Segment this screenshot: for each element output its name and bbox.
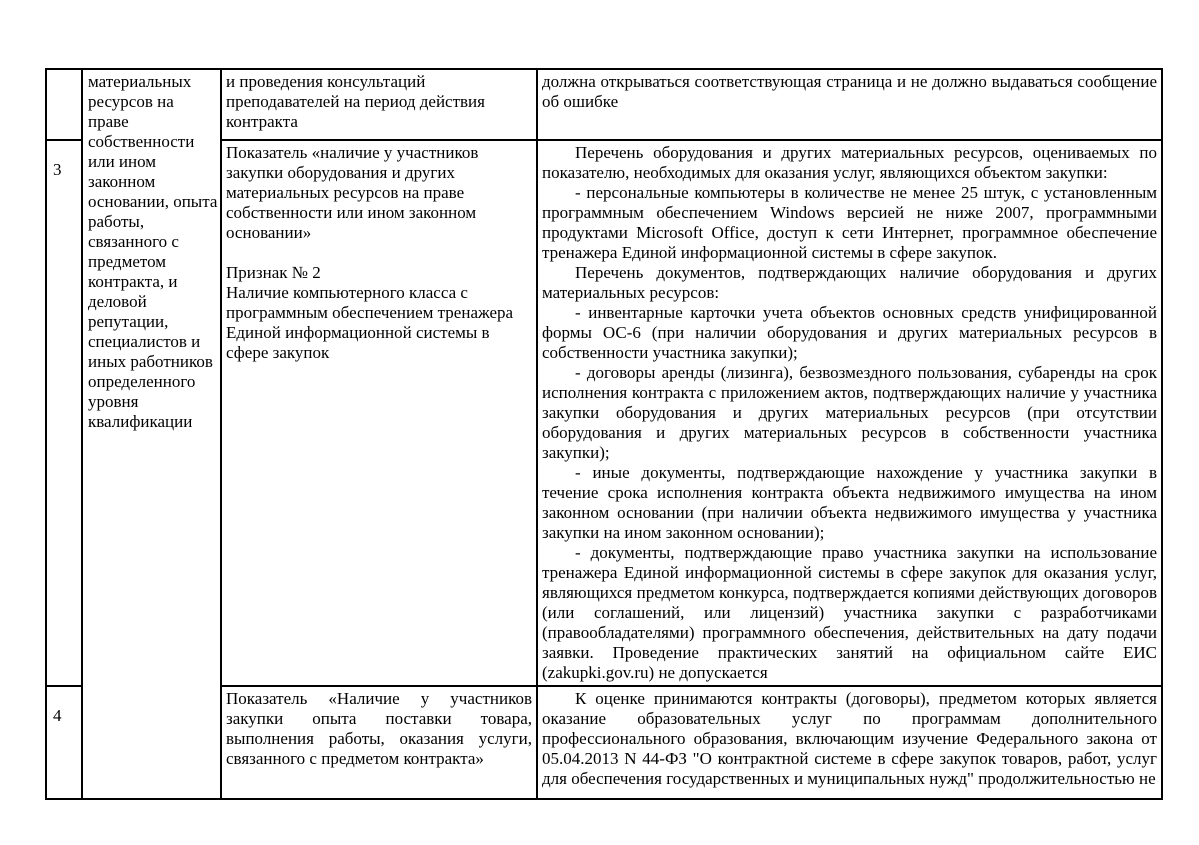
indicator-title: Показатель «наличие у участников закупки оборудования и других материальных ресурсов на праве собственности или ином законном основании» xyxy=(226,143,479,242)
details-paragraph: - персональные компьютеры в количестве не менее 25 штук, с установленным программным обеспечением Windows версией не ниже 2007, программными продуктами Microsoft Office, доступ к сети Интернет, программное обеспечение тренажера Единой информационной системы в сфере закупок. xyxy=(542,183,1157,262)
indicator-title: Показатель «Наличие у участников закупки опыта поставки товара, выполнения работы, оказания услуги, связанного с предметом контракта» xyxy=(226,689,532,768)
details-paragraph: - иные документы, подтверждающие нахождение у участника закупки в течение срока исполнения контракта объекта недвижимого имущества на ином законном основании (при наличии объекта недвижимого имущества у участника закупки на ином законном основании); xyxy=(542,463,1157,542)
row-number-cell-3 xyxy=(46,140,82,686)
table-row-continuation xyxy=(46,69,1162,140)
indicator-cell-row4 xyxy=(221,686,537,799)
details-cell-continuation xyxy=(537,69,1162,140)
details-paragraph: - инвентарные карточки учета объектов основных средств унифицированной формы ОС-6 (при наличии оборудования и других материальных ресурсов в собственности участника закупки); xyxy=(542,303,1157,362)
sign-description: Наличие компьютерного класса с программным обеспечением тренажера Единой информационной системы в сфере закупок xyxy=(226,283,514,362)
row-number-cell-4 xyxy=(46,686,82,799)
row-number-cell-empty xyxy=(46,69,82,140)
details-continuation-text: должна открываться соответствующая страница и не должно выдаваться сообщение об ошибке xyxy=(542,72,1157,111)
details-paragraph: - документы, подтверждающие право участника закупки на использование тренажера Единой информационной системы в сфере закупок для оказания услуг, являющихся предметом конкурса, подтверждается копиями действующих договоров (или соглашений, или лицензий) участника закупки с разработчиками (правообладателями) программного обеспечения, действительных на дату подачи заявки. Проведение практических занятий на официальном сайте ЕИС (zakupki.gov.ru) не допускается xyxy=(542,543,1157,682)
details-paragraph: К оценке принимаются контракты (договоры), предметом которых является оказание образовательных услуг по программам дополнительного профессионального образования, включающим изучение Федерального закона от 05.04.2013 N 44-ФЗ "О контрактной системе в сфере закупок товаров, работ, услуг для обеспечения государственных и муниципальных нужд" продолжительностью не xyxy=(542,689,1157,788)
details-cell-row4 xyxy=(537,686,1162,799)
evaluation-criteria-table xyxy=(45,68,1163,800)
criteria-text: материальных ресурсов на праве собственности или ином законном основании, опыта работы, связанного с предметом контракта, и деловой репутации, специалистов и иных работников определенного уровня квалификации xyxy=(88,72,218,431)
criteria-merged-cell xyxy=(82,69,221,799)
indicator-cell-continuation xyxy=(221,69,537,140)
row-number: 4 xyxy=(53,706,62,725)
indicator-continuation-text: и проведения консультаций преподавателей на период действия контракта xyxy=(226,72,485,131)
details-cell-row3 xyxy=(537,140,1162,686)
details-paragraph: Перечень документов, подтверждающих наличие оборудования и других материальных ресурсов: xyxy=(542,263,1157,302)
row-number: 3 xyxy=(53,160,62,179)
indicator-cell-row3 xyxy=(221,140,537,686)
details-paragraph: - договоры аренды (лизинга), безвозмездного пользования, субаренды на срок исполнения контракта с приложением актов, подтверждающих наличие у участника закупки оборудования и других материальных ресурсов (при отсутствии оборудования и других материальных ресурсов в собственности участника закупки); xyxy=(542,363,1157,462)
sign-number: Признак № 2 xyxy=(226,263,321,282)
details-paragraph: Перечень оборудования и других материальных ресурсов, оцениваемых по показателю, необходимых для оказания услуг, являющихся объектом закупки: xyxy=(542,143,1157,182)
